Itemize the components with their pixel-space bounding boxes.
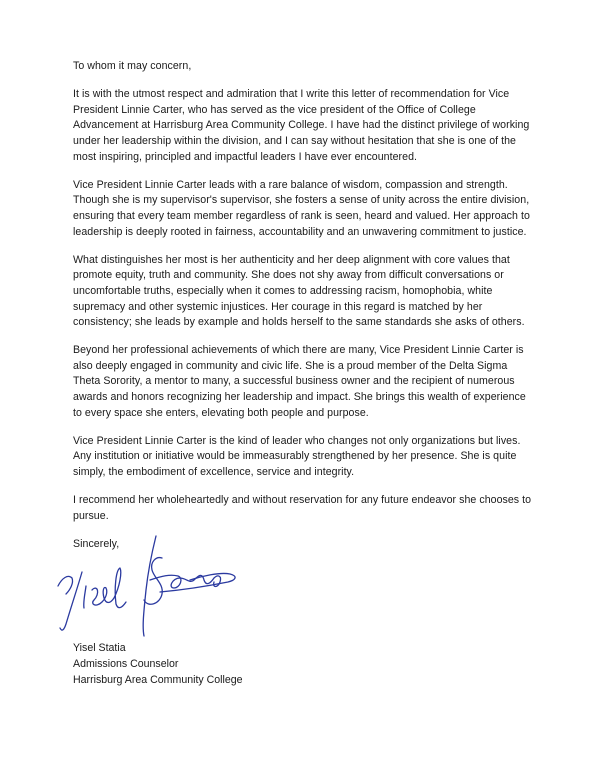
closing: Sincerely, <box>73 538 120 550</box>
handwritten-signature <box>52 528 242 640</box>
paragraph-6: I recommend her wholeheartedly and without reservation for any future endeavor she chooses to pursue. <box>73 494 532 522</box>
paragraph-2: Vice President Linnie Carter leads with a rare balance of wisdom, compassion and strength. Though she is my supervisor's supervisor, she fosters a sense of unity across the entire division, ensuring that every team member regardless of rank is seen, heard and valued. Her approach to leadership is deeply rooted in fairness, accountability and an unwavering commitment to justice. <box>73 178 530 238</box>
letter-body <box>73 59 535 565</box>
paragraph-1: It is with the utmost respect and admiration that I write this letter of recommendation for Vice President Linnie Carter, who has served as the vice president of the Office of College Advancement at Harrisburg Area Community College. I have had the distinct privilege of working under her leadership within the division, and I can say without hesitation that she is one of the most inspiring, principled and impactful leaders I have ever encountered. <box>73 88 530 163</box>
signer-organization: Harrisburg Area Community College <box>73 674 243 686</box>
signature-stroke <box>143 536 156 636</box>
paragraph-3: What distinguishes her most is her authenticity and her deep alignment with core values that promote equity, truth and community. She does not shy away from difficult conversations or uncomfortable truths, especially when it comes to addressing racism, homophobia, white supremacy and other systemic injustices. Her courage in this regard is matched by her consistency; she leads by example and holds herself to the same standards she asks of others. <box>73 253 525 329</box>
signature-stroke <box>58 572 82 630</box>
paragraph-5: Vice President Linnie Carter is the kind of leader who changes not only organizations but lives. Any institution or initiative would be immeasurably strengthened by her presence. She is quite simply, the embodiment of excellence, service and integrity. <box>73 434 521 479</box>
signature-stroke <box>92 568 126 608</box>
signer-block <box>73 640 243 688</box>
salutation: To whom it may concern, <box>73 60 192 72</box>
signature-stroke <box>84 586 86 608</box>
paragraph-4: Beyond her professional achievements of which there are many, Vice President Linnie Carter is also deeply engaged in community and civic life. She is a proud member of the Delta Sigma Theta Sorority, a mentor to many, a successful business owner and the recipient of numerous awards and honors recognizing her leadership and impact. She brings this wealth of experience to every space she enters, elevating both people and purpose. <box>73 344 526 419</box>
signer-title: Admissions Counselor <box>73 658 179 670</box>
signer-name: Yisel Statia <box>73 642 126 654</box>
